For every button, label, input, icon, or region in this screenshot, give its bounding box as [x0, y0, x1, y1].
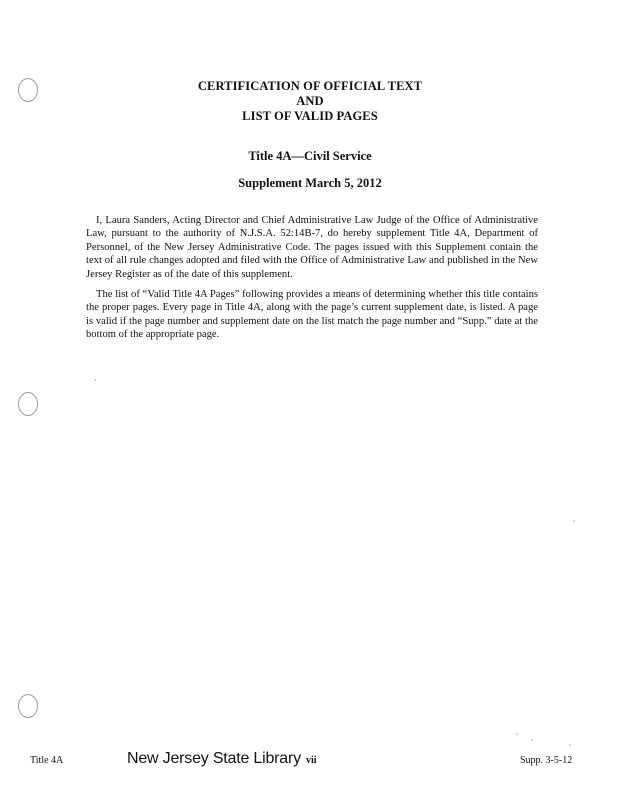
scan-speck: [569, 744, 571, 746]
supplement-date-heading: Supplement March 5, 2012: [238, 176, 382, 190]
header-line-2: AND: [296, 94, 324, 108]
paragraph-certification: I, Laura Sanders, Acting Director and Chief Administrative Law Judge of the Office of Administrative Law, pursuant to the authority of N.J.S.A. 52:14B-7, do hereby supplement Title 4A, Department of Personnel, of the New Jersey Administrative Code. The pages issued with this Supplement contain the text of all rule changes adopted and filed with the Office of Administrative Law and published in the New Jersey Register as of the date of this supplement.: [86, 215, 538, 280]
scan-speck: [516, 733, 518, 735]
title-heading: Title 4A—Civil Service: [248, 149, 372, 163]
certification-body: [86, 214, 538, 349]
scan-speck: [531, 739, 533, 741]
punch-hole-bottom: [18, 694, 38, 718]
footer-supplement-date: Supp. 3-5-12: [520, 755, 573, 766]
punch-hole-middle: [18, 392, 38, 416]
punch-hole-top: [18, 78, 38, 102]
header-line-1: CERTIFICATION OF OFFICIAL TEXT: [197, 79, 423, 93]
scan-speck: [94, 379, 96, 381]
footer-library-stamp: New Jersey State Library: [127, 750, 301, 767]
certification-header: [150, 79, 470, 124]
header-line-3: LIST OF VALID PAGES: [242, 109, 378, 123]
footer-page-number: vii: [306, 755, 317, 766]
footer-title: Title 4A: [30, 755, 64, 766]
paragraph-valid-pages: The list of “Valid Title 4A Pages” following provides a means of determining whether this title contains the proper pages. Every page in Title 4A, along with the page’s current supplement date, is listed. A page is valid if the page number and supplement date on the list match the page number and “Supp.” date at the bottom of the appropriate page.: [86, 289, 538, 341]
scan-speck: [573, 520, 575, 522]
